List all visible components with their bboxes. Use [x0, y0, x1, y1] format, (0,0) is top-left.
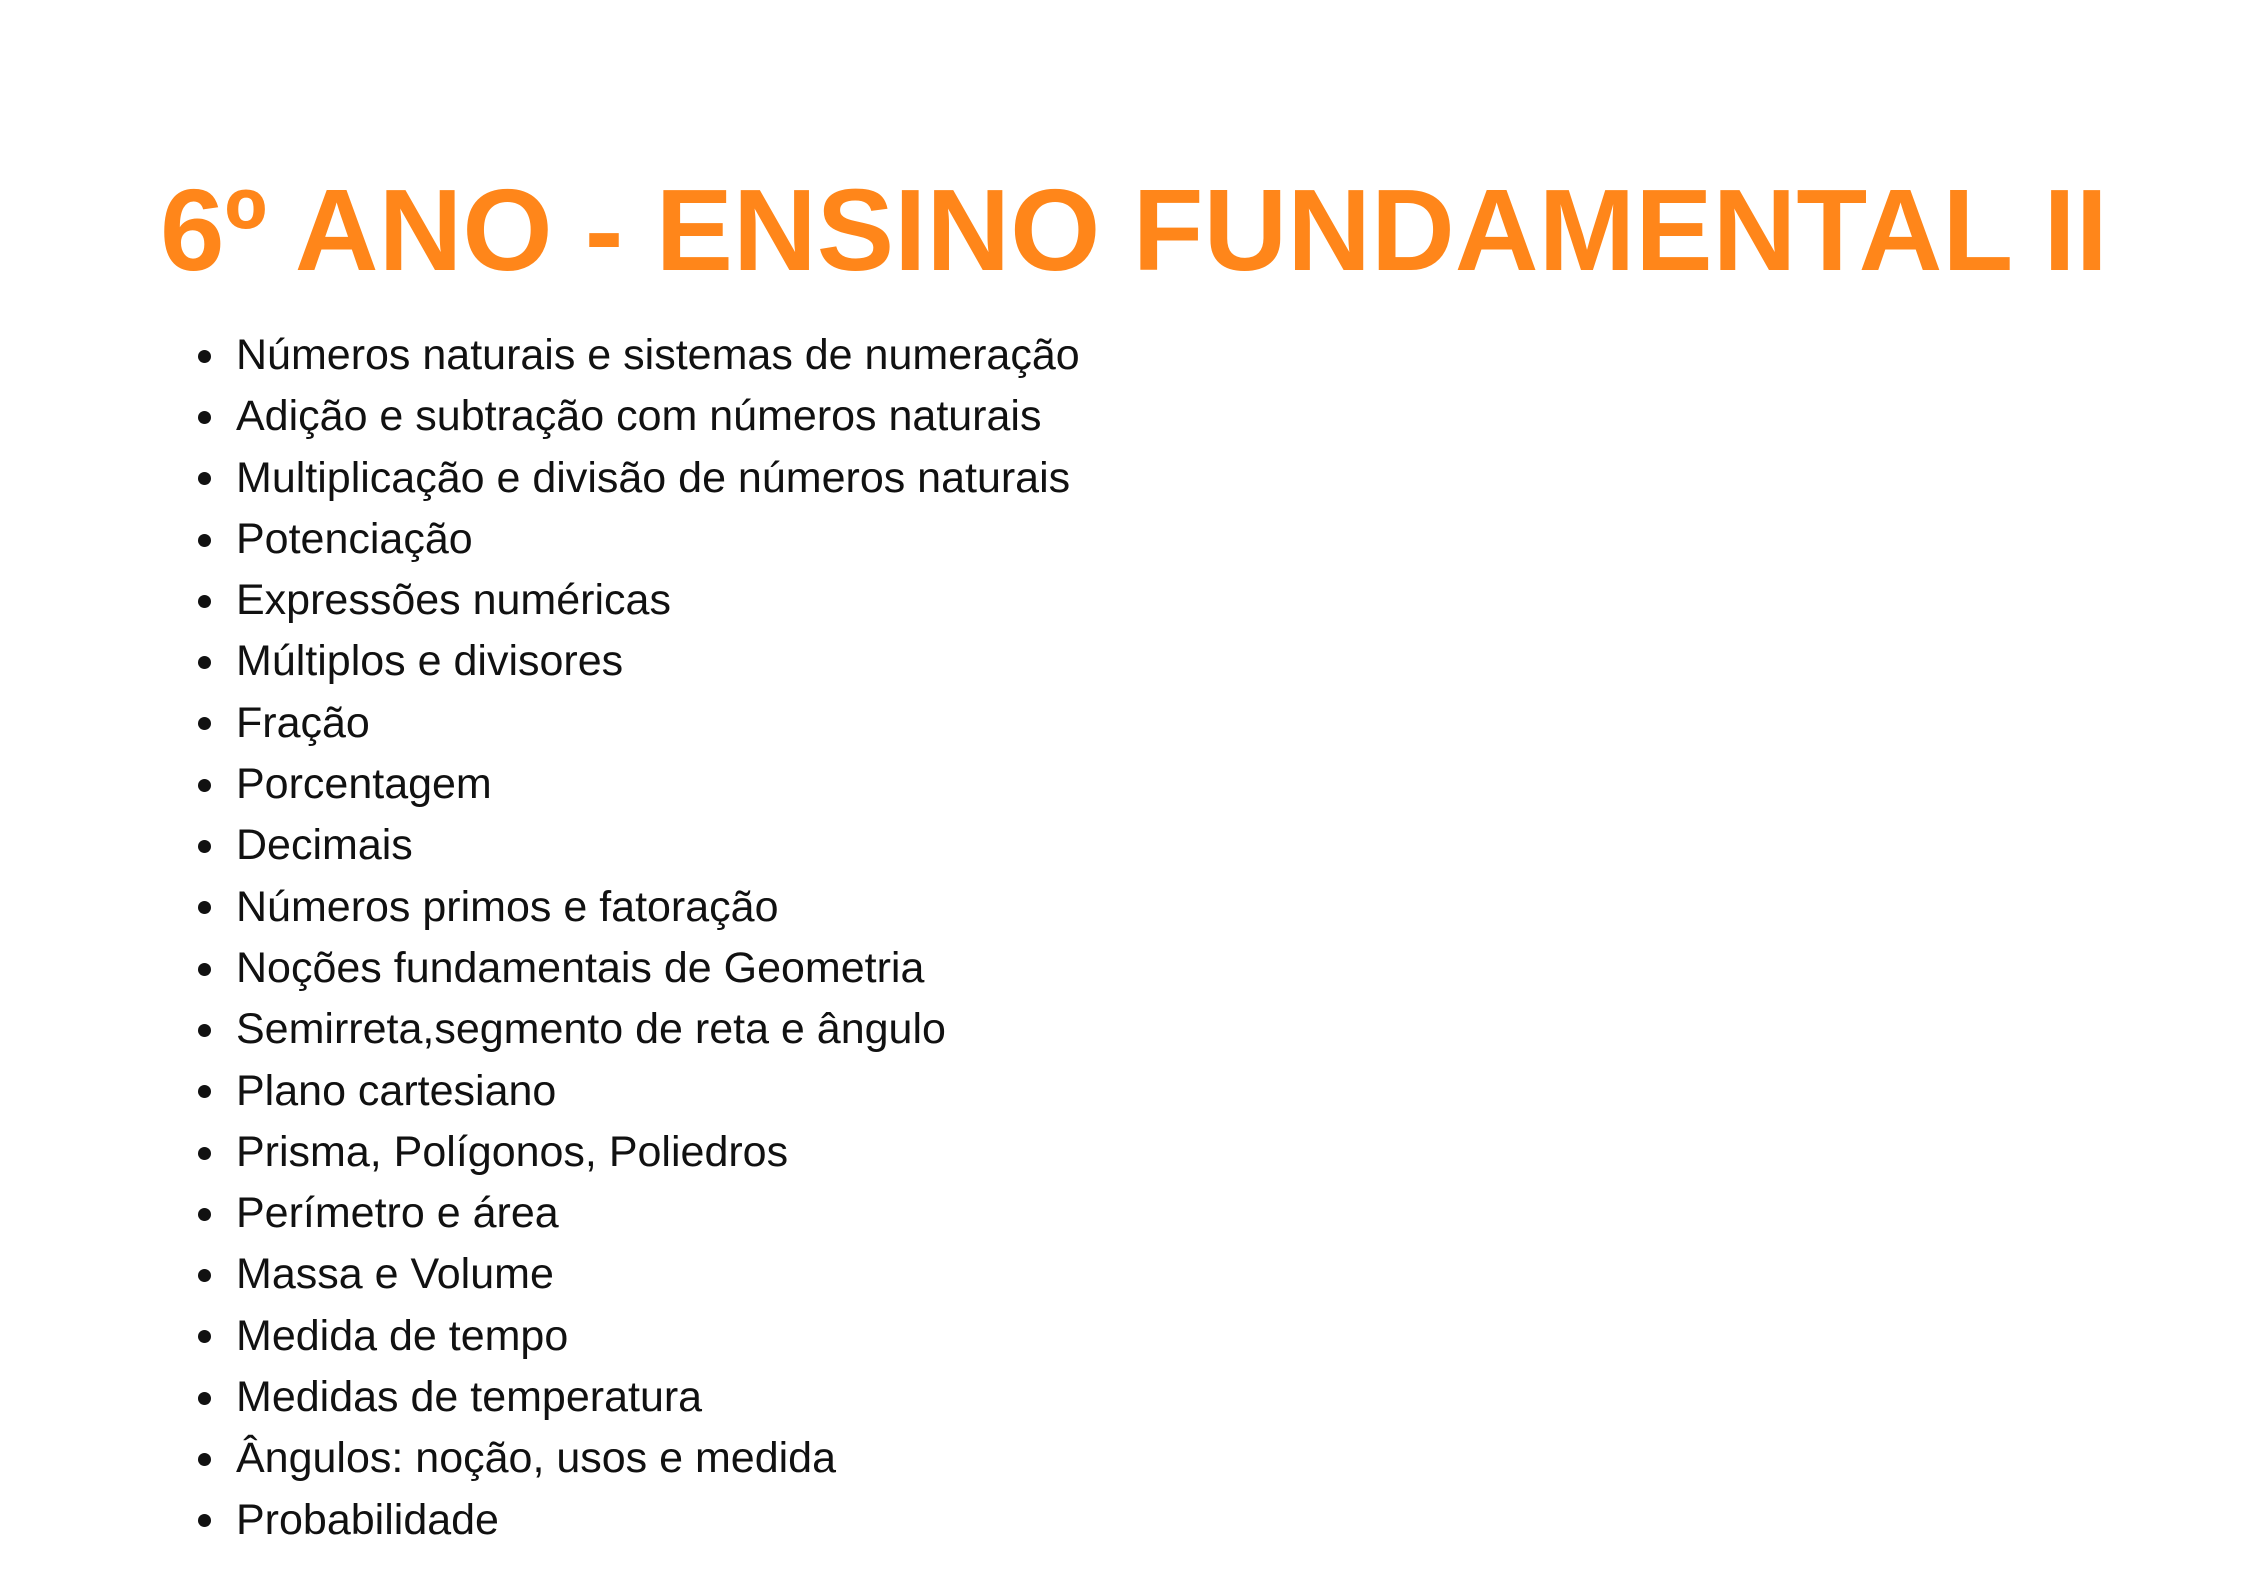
topic-label: Fração — [236, 698, 370, 747]
topic-label: Ângulos: noção, usos e medida — [236, 1434, 837, 1483]
bullet-icon — [198, 1208, 211, 1221]
bullet-icon — [198, 717, 211, 730]
topic-label: Porcentagem — [236, 760, 492, 809]
topic-item — [196, 631, 1080, 692]
topic-item — [196, 693, 1080, 754]
topic-item — [196, 754, 1080, 815]
bullet-icon — [198, 595, 211, 608]
topic-item — [196, 1244, 1080, 1305]
bullet-icon — [198, 411, 211, 424]
topic-item — [196, 570, 1080, 631]
topic-item — [196, 1061, 1080, 1122]
topic-list — [196, 325, 1080, 1551]
bullet-icon — [198, 1392, 211, 1405]
topic-label: Probabilidade — [236, 1495, 499, 1544]
bullet-icon — [198, 1269, 211, 1282]
topic-label: Perímetro e área — [236, 1189, 559, 1238]
bullet-icon — [198, 1024, 211, 1037]
topic-label: Números primos e fatoração — [236, 882, 779, 931]
bullet-icon — [198, 1147, 211, 1160]
topic-item — [196, 1183, 1080, 1244]
topic-label: Multiplicação e divisão de números naturais — [236, 453, 1071, 502]
topic-label: Massa e Volume — [236, 1250, 554, 1299]
topic-item — [196, 999, 1080, 1060]
topic-item — [196, 1490, 1080, 1551]
bullet-icon — [198, 1085, 211, 1098]
topic-item — [196, 877, 1080, 938]
bullet-icon — [198, 656, 211, 669]
topic-label: Prisma, Polígonos, Poliedros — [236, 1127, 789, 1176]
topic-item — [196, 1122, 1080, 1183]
topic-label: Medida de tempo — [236, 1311, 569, 1360]
topic-item — [196, 815, 1080, 876]
topic-label: Noções fundamentais de Geometria — [236, 943, 925, 992]
topic-item — [196, 386, 1080, 447]
topic-label: Potenciação — [236, 514, 473, 563]
page-title: 6º ANO - ENSINO FUNDAMENTAL II — [160, 165, 2108, 295]
topic-item — [196, 1306, 1080, 1367]
topic-label: Semirreta,segmento de reta e ângulo — [236, 1005, 946, 1054]
bullet-icon — [198, 350, 211, 363]
bullet-icon — [198, 534, 211, 547]
topic-label: Medidas de temperatura — [236, 1373, 703, 1422]
topic-label: Plano cartesiano — [236, 1066, 557, 1115]
bullet-icon — [198, 901, 211, 914]
topic-item — [196, 938, 1080, 999]
topic-label: Expressões numéricas — [236, 576, 671, 625]
topic-item — [196, 325, 1080, 386]
topic-label: Decimais — [236, 821, 413, 870]
topic-item — [196, 1367, 1080, 1428]
bullet-icon — [198, 840, 211, 853]
topic-label: Adição e subtração com números naturais — [236, 392, 1042, 441]
bullet-icon — [198, 1453, 211, 1466]
topic-label: Múltiplos e divisores — [236, 637, 624, 686]
topic-item — [196, 448, 1080, 509]
bullet-icon — [198, 1514, 211, 1527]
topic-label: Números naturais e sistemas de numeração — [236, 331, 1080, 379]
topic-item — [196, 1428, 1080, 1489]
topic-item — [196, 509, 1080, 570]
bullet-icon — [198, 1330, 211, 1343]
bullet-icon — [198, 963, 211, 976]
bullet-icon — [198, 472, 211, 485]
bullet-icon — [198, 779, 211, 792]
